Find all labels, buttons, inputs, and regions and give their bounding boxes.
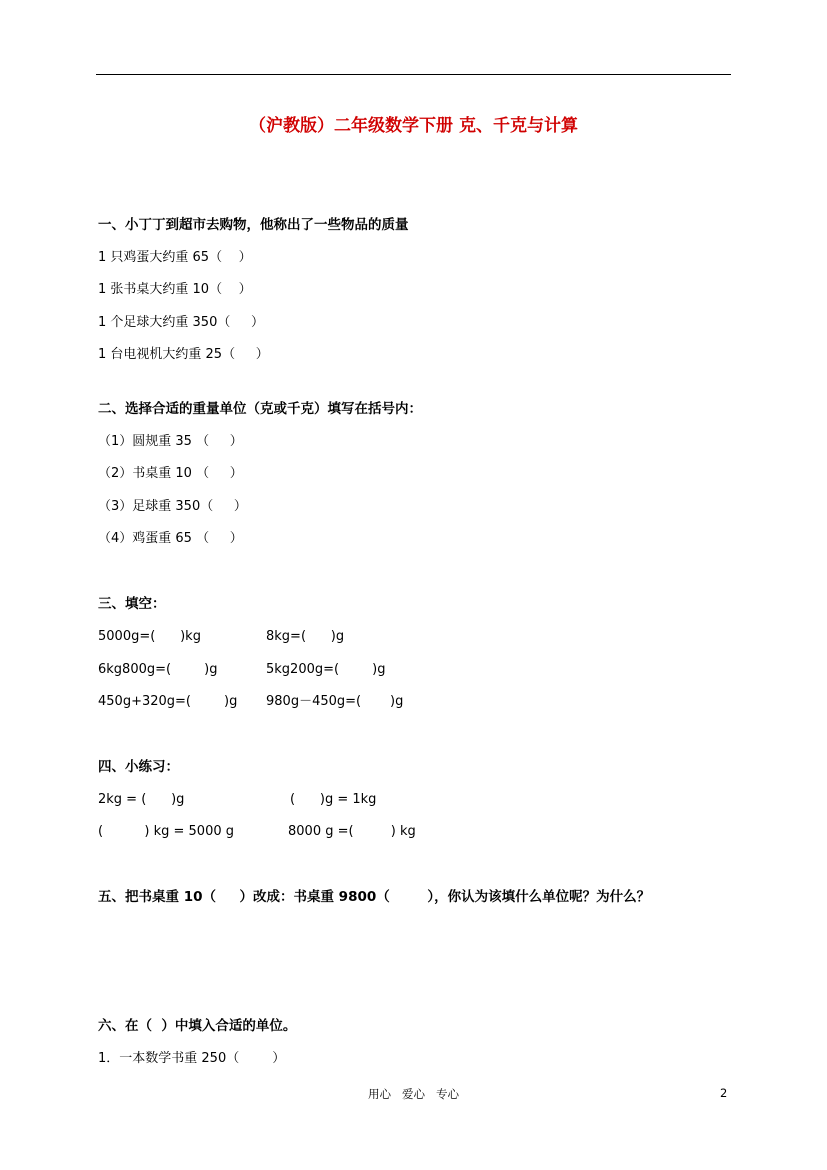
section-6-item: 1．一本数学书重 250（ ）: [98, 1051, 286, 1066]
section-6-heading: 六、在（ ）中填入合适的单位。: [98, 1018, 297, 1034]
fill-blank-left: 6kg800g=( )g: [98, 662, 218, 677]
section-1-item: 1 个足球大约重 350（ ）: [98, 315, 265, 330]
practice-right: ( )g = 1kg: [290, 792, 377, 807]
document-title: （沪教版）二年级数学下册 克、千克与计算: [249, 116, 578, 136]
section-2-item: （4）鸡蛋重 65 （ ）: [98, 531, 243, 546]
section-2-item: （2）书桌重 10 （ ）: [98, 466, 243, 481]
page-footer: 用心 爱心 专心: [368, 1087, 459, 1101]
fill-blank-right: 8kg=( )g: [266, 629, 345, 644]
section-3-heading: 三、填空：: [98, 596, 166, 612]
fill-blank-left: 5000g=( )kg: [98, 629, 201, 644]
section-5-question: 五、把书桌重 10（ ）改成：书桌重 9800（ ），你认为该填什么单位呢？为什么？: [98, 889, 651, 905]
practice-left: ( ) kg = 5000 g: [98, 824, 235, 839]
section-2-heading: 二、选择合适的重量单位（克或千克）填写在括号内：: [98, 401, 422, 417]
section-2-item: （1）圆规重 35 （ ）: [98, 434, 243, 449]
practice-left: 2kg = ( )g: [98, 792, 185, 807]
section-1-item: 1 台电视机大约重 25（ ）: [98, 347, 269, 362]
header-rule: [96, 74, 731, 75]
practice-right: 8000 g =( ) kg: [288, 824, 416, 839]
section-2-item: （3）足球重 350（ ）: [98, 499, 247, 514]
section-1-item: 1 张书桌大约重 10（ ）: [98, 282, 252, 297]
section-1-item: 1 只鸡蛋大约重 65（ ）: [98, 250, 252, 265]
fill-blank-right: 980g－450g=( )g: [266, 694, 404, 709]
section-4-heading: 四、小练习：: [98, 759, 179, 775]
page-number: 2: [720, 1086, 728, 1100]
fill-blank-right: 5kg200g=( )g: [266, 662, 386, 677]
fill-blank-left: 450g+320g=( )g: [98, 694, 238, 709]
section-1-heading: 一、小丁丁到超市去购物，他称出了一些物品的质量: [98, 217, 409, 233]
